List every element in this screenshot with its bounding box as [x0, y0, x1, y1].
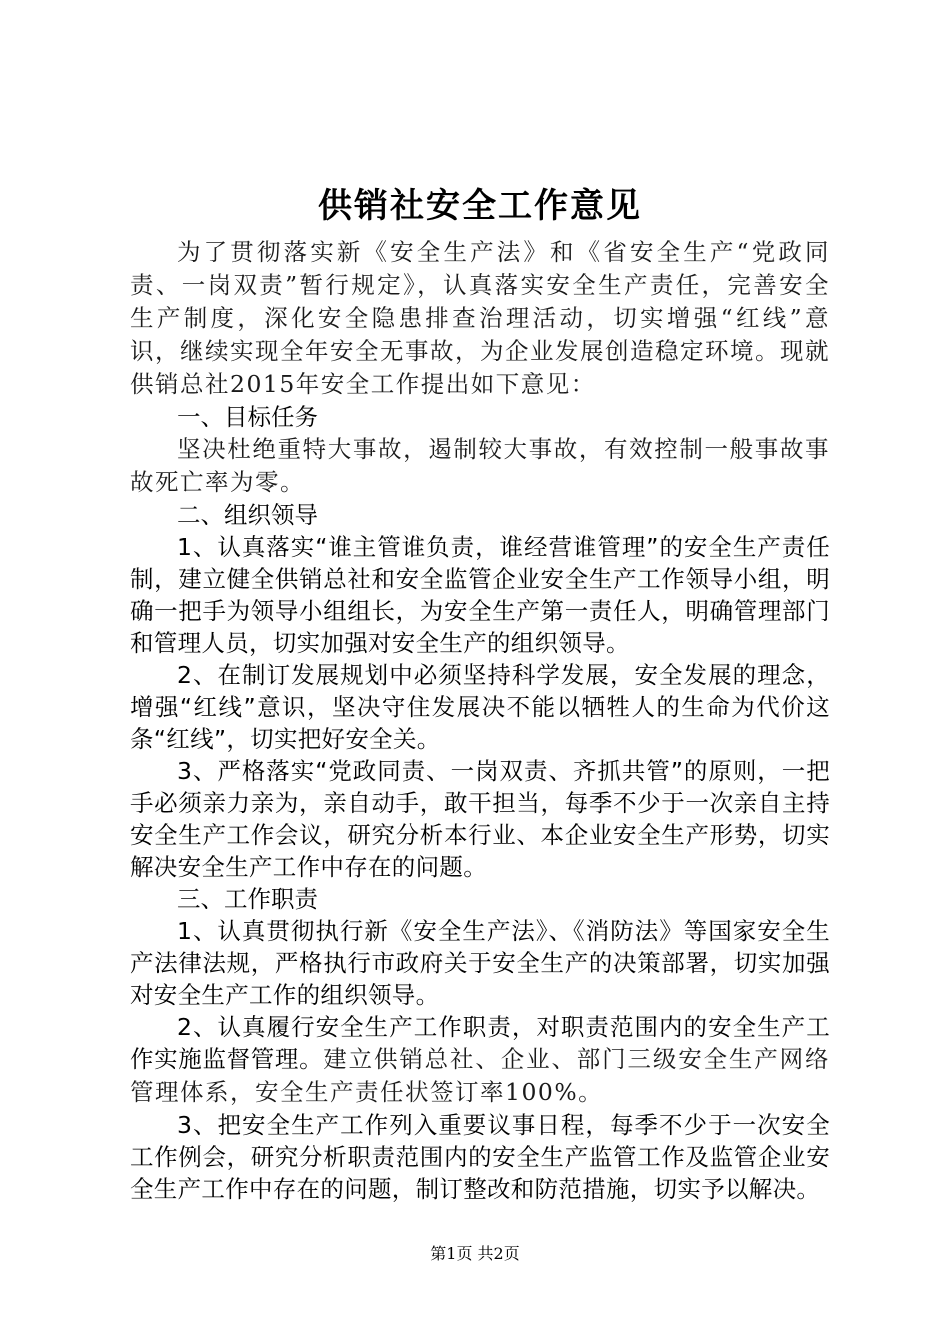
leadership-item-1: 1、认真落实“谁主管谁负责，谁经营谁管理”的安全生产责任制，建立健全供销总社和安全监管企业安全生产工作领导小组，明确一把手为领导小组组长，为安全生产第一责任人，明确管理部门和管理人员，切实加强对安全生产的组织领导。 [130, 533, 830, 657]
leadership-item-2: 2、在制订发展规划中必须坚持科学发展，安全发展的理念，增强“红线”意识，坚决守住发展决不能以牺牲人的生命为代价这条“红线”，切实把好安全关。 [130, 661, 830, 753]
goals-paragraph: 坚决杜绝重特大事故，遏制较大事故，有效控制一般事故事故死亡率为零。 [130, 435, 830, 496]
document-body [130, 232, 830, 1205]
section-heading-duties: 三、工作职责 [177, 885, 318, 913]
document-title: 供销社安全工作意见 [318, 186, 642, 226]
duties-item-2 [130, 1011, 830, 1109]
section-heading-leadership: 二、组织领导 [177, 501, 318, 529]
duties-item-1: 1、认真贯彻执行新《安全生产法》、《消防法》等国家安全生产法律法规，严格执行市政府关于安全生产的决策部署，切实加强对安全生产工作的组织领导。 [130, 917, 830, 1009]
duties-item-2-part-2: 建立供销总社、企业、部门三级安全生产网络管理体系，安全生产责任状签订率100%。 [130, 1045, 831, 1106]
duties-item-3: 3、把安全生产工作列入重要议事日程，每季不少于一次安全工作例会，研究分析职责范围内的安全生产监管工作及监管企业安全生产工作中存在的问题，制订整改和防范措施，切实予以解决。 [130, 1111, 830, 1203]
page-footer: 第1页 共2页 [430, 1244, 520, 1263]
duties-item-2-part-1: 2、认真履行安全生产工作职责，对职责范围内的安全生产工作实施监督管理。 [130, 1013, 830, 1073]
section-heading-goals: 一、目标任务 [177, 403, 318, 431]
intro-paragraph: 为了贯彻落实新《安全生产法》和《省安全生产“党政同责、一岗双责”暂行规定》，认真落实安全生产责任，完善安全生产制度，深化安全隐患排查治理活动，切实增强“红线”意识，继续实现全年安全无事故，为企业发展创造稳定环境。现就供销总社2015年安全工作提出如下意见： [130, 238, 830, 398]
leadership-item-3: 3、严格落实“党政同责、一岗双责、齐抓共管”的原则，一把手必须亲力亲为，亲自动手，敢干担当，每季不少于一次亲自主持安全生产工作会议，研究分析本行业、本企业安全生产形势，切实解决安全生产工作中存在的问题。 [130, 757, 830, 881]
